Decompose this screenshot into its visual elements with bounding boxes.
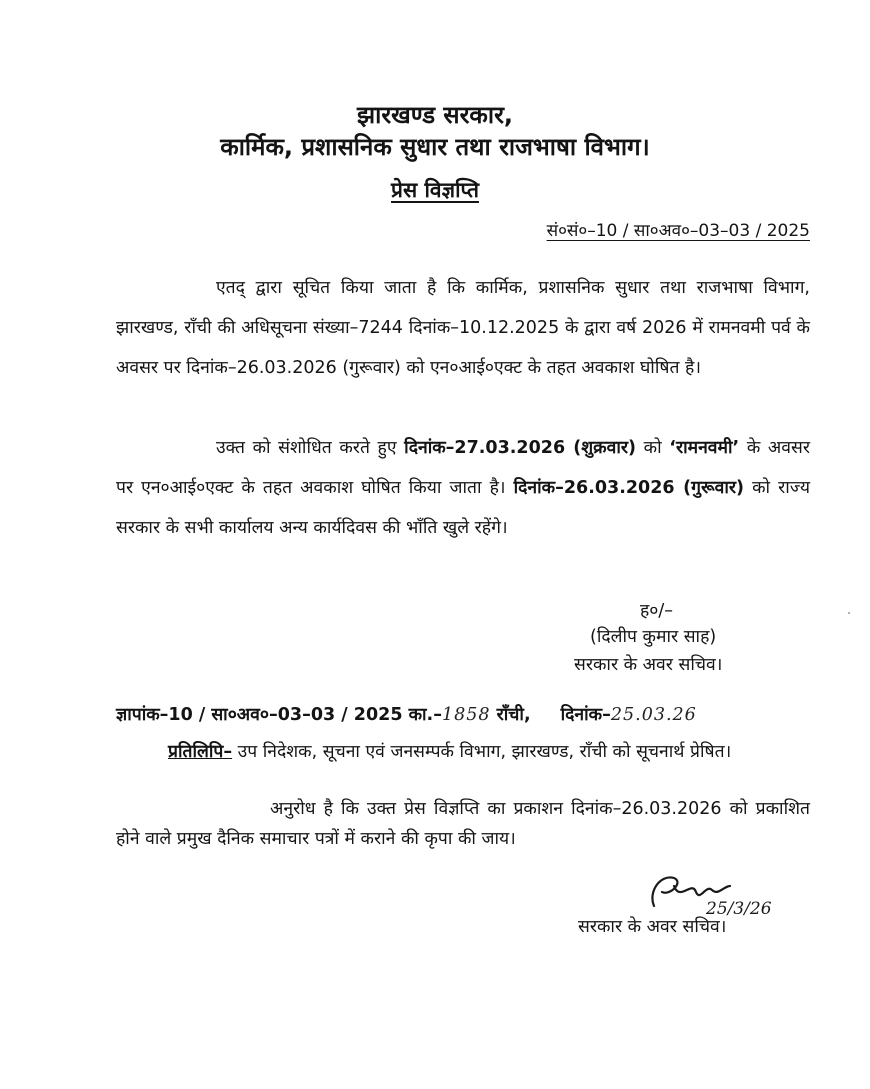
reference-number: सं०सं०–10 / सा०अव०–03–03 / 2025 <box>546 221 810 241</box>
government-name: झारखण्ड सरकार, <box>356 101 514 129</box>
signatory-name: (दिलीप कुमार साह) <box>590 627 717 647</box>
signature-date: 25/3/26 <box>706 899 772 919</box>
para2-old-holiday-date: दिनांक–26.03.2026 (गुरूवार) <box>513 478 745 498</box>
memo-number: ज्ञापांक–10 / सा०अव०–03–03 / 2025 का.– <box>116 705 442 725</box>
para2-text-3: के अवसर पर एन०आई०एक्ट के तहत अवकाश घोषित किया जाता है। <box>116 438 810 498</box>
paragraph-1: एतद् द्वारा सूचित किया जाता है कि कार्मिक, प्रशासनिक सुधार तथा राजभाषा विभाग, झारखण्ड, राँची की अधिसूचना संख्या–7244 दिनांक–10.12.2025 के द्वारा वर्ष 2026 में रामनवमी पर्व के अवसर पर दिनांक–26.03.2026 (गुरूवार) को एन०आई०एक्ट के तहत अवकाश घोषित है। <box>116 278 810 378</box>
memo-line <box>116 702 697 726</box>
memo-place: राँची, <box>490 705 531 725</box>
copy-label: प्रतिलिपि– <box>168 742 233 762</box>
handwritten-signature <box>640 862 800 922</box>
memo-handwritten-number: 1858 <box>441 705 491 725</box>
signature-sd: ह०/– <box>640 601 674 621</box>
memo-handwritten-date: 25.03.26 <box>610 705 697 725</box>
document-title: प्रेस विज्ञप्ति <box>391 178 479 202</box>
para2-festival-name: ‘रामनवमी’ <box>669 438 740 458</box>
signatory-designation: सरकार के अवर सचिव। <box>574 655 723 675</box>
department-name: कार्मिक, प्रशासनिक सुधार तथा राजभाषा विभाग। <box>220 133 650 161</box>
para2-new-holiday-date: दिनांक–27.03.2026 (शुक्रवार) <box>404 438 637 458</box>
copy-recipient: उप निदेशक, सूचना एवं जनसम्पर्क विभाग, झारखण्ड, राँची को सूचनार्थ प्रेषित। <box>232 742 732 762</box>
copy-to <box>116 736 810 768</box>
scan-speck <box>848 612 850 614</box>
para2-text-2: को <box>636 438 670 458</box>
memo-date-label: दिनांक– <box>560 705 611 725</box>
para2-text-1: उक्त को संशोधित करते हुए <box>216 438 405 458</box>
publication-request: अनुरोध है कि उक्त प्रेस विज्ञप्ति का प्रकाशन दिनांक–26.03.2026 को प्रकाशित होने वाले प्रमुख दैनिक समाचार पत्रों में कराने की कृपा की जाय। <box>116 799 810 849</box>
paragraph-2 <box>116 428 810 548</box>
final-designation: सरकार के अवर सचिव। <box>578 917 727 937</box>
para2-text-4: को राज्य सरकार के सभी कार्यालय अन्य कार्यदिवस की भाँति खुले रहेंगे। <box>116 478 810 538</box>
